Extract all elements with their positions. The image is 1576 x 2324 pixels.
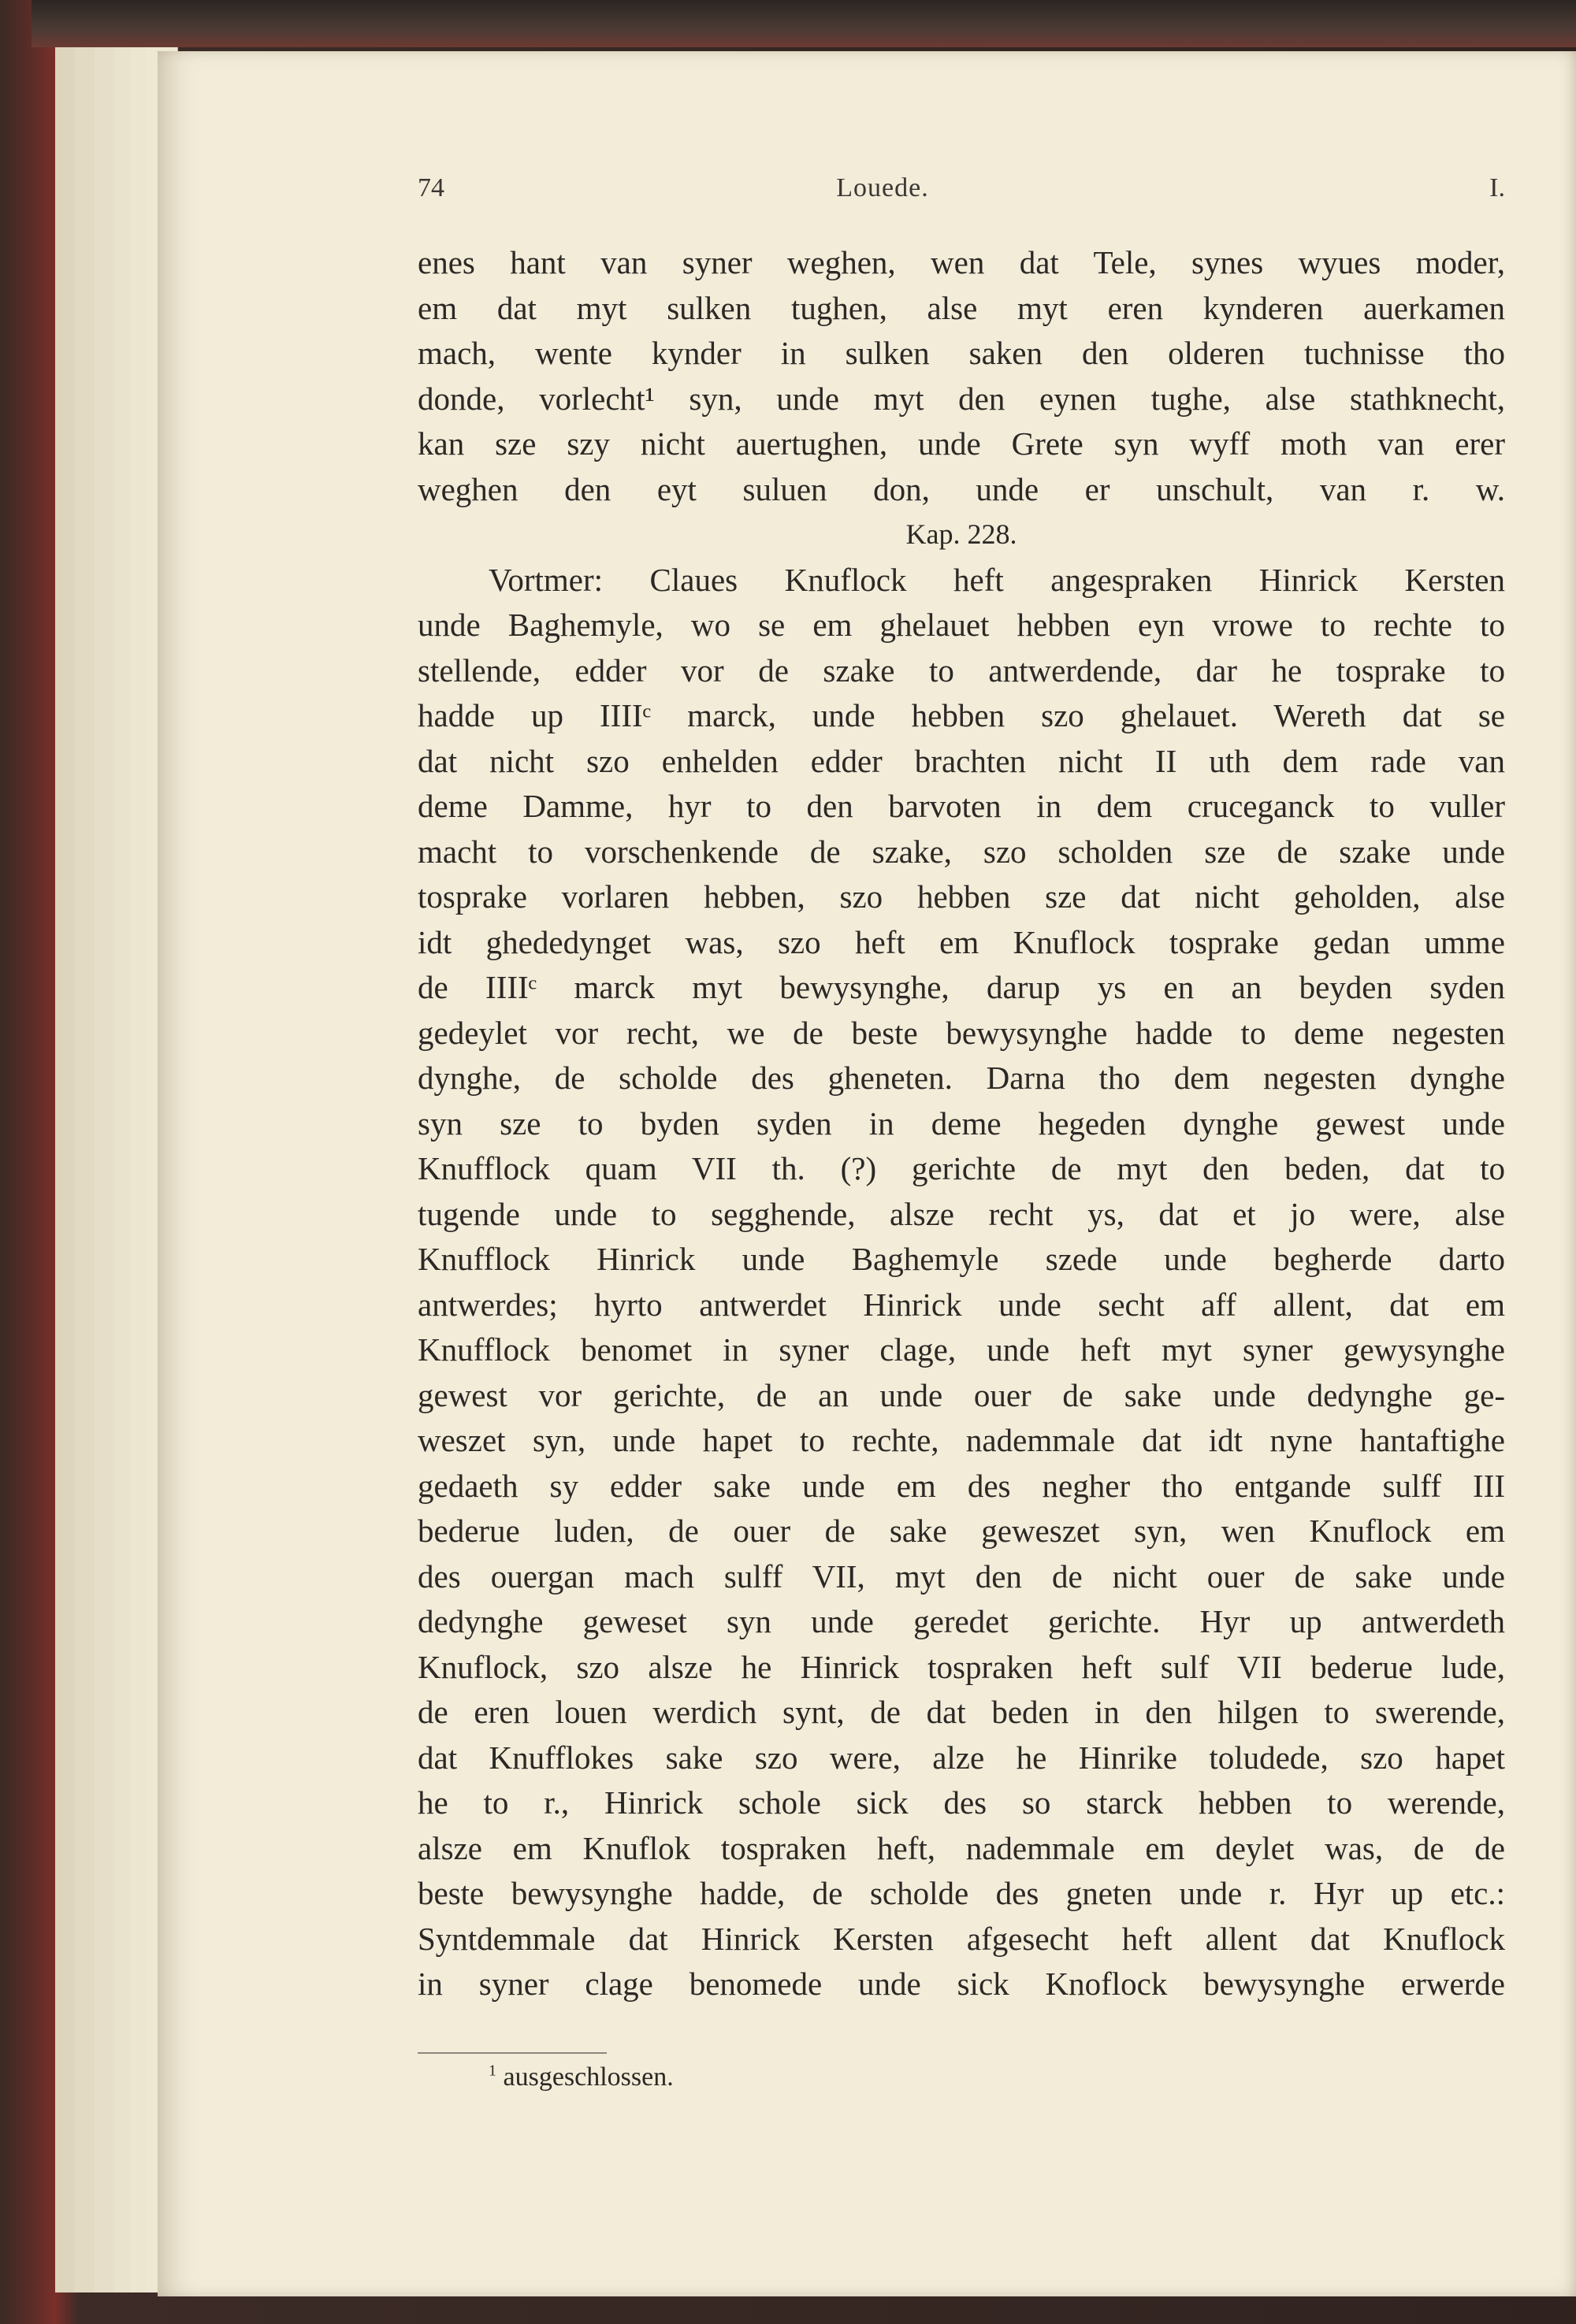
text-line: gewest vor gerichte, de an unde ouer de sake unde dedynghe ge- <box>418 1376 1505 1413</box>
text-line: Knufflock quam VII th. (?) gerichte de myt den beden, dat to <box>418 1150 1505 1186</box>
text-line: alsze em Knuflok tospraken heft, nademmale em deylet was, de de <box>418 1829 1505 1866</box>
text-line: dynghe, de scholde des gheneten. Darna tho dem negesten dynghe <box>418 1060 1505 1096</box>
text-line: unde Baghemyle, wo se em ghelauet hebben eyn vrowe to rechte to <box>418 607 1505 643</box>
text-line: des ouergan mach sulff VII, myt den de nicht ouer de sake unde <box>418 1557 1505 1595</box>
text-line: gedeylet vor recht, we de beste bewysynghe hadde to deme negesten <box>418 1014 1505 1051</box>
text-line: idt ghededynget was, szo heft em Knuflock tosprake gedan umme <box>418 923 1505 960</box>
text-line: tosprake vorlaren hebben, szo hebben sze dat nicht geholden, alse <box>418 878 1505 915</box>
text-line: hadde up IIIIᶜ marck, unde hebben szo ghelauet. Wereth dat se <box>418 697 1505 733</box>
page-number: 74 <box>418 173 444 202</box>
body-text <box>418 240 1505 2007</box>
footnote-rule <box>418 2052 607 2054</box>
text-line: bederue luden, de ouer de sake geweszet syn, wen Knuflock em <box>418 1513 1505 1549</box>
text-line: syn sze to byden syden in deme hegeden dynghe gewest unde <box>418 1104 1505 1142</box>
text-line: stellende, edder vor de szake to antwerdende, dar he tosprake to <box>418 652 1505 689</box>
text-line: deme Damme, hyr to den barvoten in dem cruceganck to vuller <box>418 788 1505 824</box>
text-line: Knuflock, szo alsze he Hinrick tospraken heft sulf VII bederue lude, <box>418 1648 1505 1685</box>
text-line: dat nicht szo enhelden edder brachten nicht II uth dem rade van <box>418 742 1505 779</box>
text-line: kan sze szy nicht auertughen, unde Grete syn wyff moth van erer <box>418 425 1505 462</box>
text-line: Knufflock benomet in syner clage, unde heft myt syner gewysynghe <box>418 1331 1505 1368</box>
running-header <box>260 173 1505 213</box>
footnote <box>489 2062 674 2092</box>
text-line: macht to vorschenkende de szake, szo scholden sze de szake unde <box>418 833 1505 870</box>
text-line: antwerdes; hyrto antwerdet Hinrick unde secht aff allent, dat em <box>418 1286 1505 1323</box>
text-line: enes hant van syner weghen, wen dat Tele, synes wyues moder, <box>418 244 1505 280</box>
text-line: tugende unde to segghende, alsze recht ys, dat et jo were, alse <box>418 1195 1505 1232</box>
text-line: dedynghe geweset syn unde geredet gerichte. Hyr up antwerdeth <box>418 1603 1505 1639</box>
footnote-text: ausgeschlossen. <box>503 2062 674 2092</box>
footnote-marker: 1 <box>489 2062 496 2080</box>
text-line: de eren louen werdich synt, de dat beden in den hilgen to swerende, <box>418 1694 1505 1730</box>
text-line: weghen den eyt suluen don, unde er unschult, van r. w. <box>418 470 1505 507</box>
text-line: donde, vorlecht¹ syn, unde myt den eynen tughe, alse stathknecht, <box>418 380 1505 417</box>
book-cover-top <box>32 0 1576 47</box>
text-line: Syntdemmale dat Hinrick Kersten afgesecht heft allent dat Knuflock <box>418 1920 1505 1957</box>
text-line: mach, wente kynder in sulken saken den olderen tuchnisse tho <box>418 335 1505 371</box>
running-title: Louede. <box>836 173 929 202</box>
text-line: Vortmer: Claues Knuflock heft angespraken Hinrick Kersten <box>489 561 1505 598</box>
section-marker: I. <box>1489 173 1505 202</box>
text-line: em dat myt sulken tughen, alse myt eren kynderen auerkamen <box>418 289 1505 326</box>
text-line: beste bewysynghe hadde, de scholde des gneten unde r. Hyr up etc.: <box>418 1875 1505 1911</box>
chapter-heading: Kap. 228. <box>905 518 1017 550</box>
text-line: he to r., Hinrick schole sick des so starck hebben to werende, <box>418 1784 1505 1821</box>
text-line: weszet syn, unde hapet to rechte, nademmale dat idt nyne hantaftighe <box>418 1422 1505 1458</box>
text-line: de IIIIᶜ marck myt bewysynghe, darup ys en an beyden syden <box>418 969 1505 1005</box>
text-line: Knufflock Hinrick unde Baghemyle szede unde begherde darto <box>418 1241 1505 1277</box>
text-line: dat Knufflokes sake szo were, alze he Hinrike toludede, szo hapet <box>418 1739 1505 1776</box>
text-line: in syner clage benomede unde sick Knoflock bewysynghe erwerde <box>418 1966 1505 2002</box>
text-line: gedaeth sy edder sake unde em des negher tho entgande sulff III <box>418 1467 1505 1504</box>
